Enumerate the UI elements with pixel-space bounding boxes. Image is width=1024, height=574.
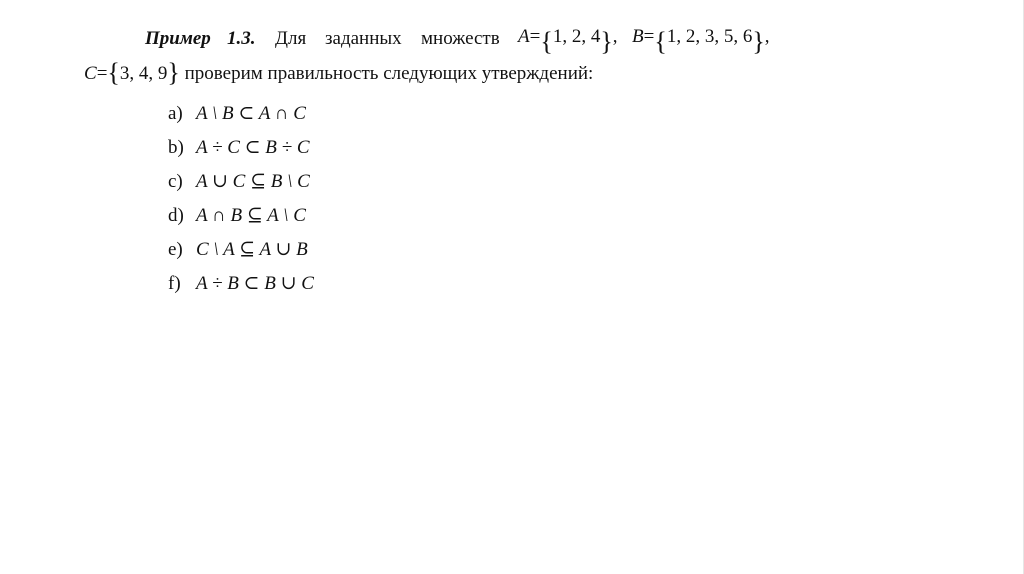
set-a-definition <box>518 21 618 56</box>
statements-list <box>168 98 314 302</box>
set-b-name: B <box>632 26 644 47</box>
statement-expression: A \ B ⊂ A ∩ C <box>196 103 306 124</box>
statement-c <box>168 166 314 200</box>
set-a-comma: , <box>612 26 618 47</box>
set-b-definition <box>632 21 770 56</box>
heading-word-3: множеств <box>421 28 500 49</box>
statement-label: b) <box>168 137 184 158</box>
set-c-eq: = <box>96 63 108 84</box>
statement-label: a) <box>168 103 183 124</box>
example-number: 1.3. <box>227 28 256 49</box>
task-text: проверим правильность следующих утверждений: <box>184 63 594 84</box>
set-b-brace-close: } <box>752 27 765 56</box>
set-c-brace-open: { <box>107 58 120 87</box>
statement-expression: C \ A ⊆ A ∪ B <box>196 239 308 260</box>
heading-word-1: Для <box>275 28 307 49</box>
set-a-brace-open: { <box>540 27 553 56</box>
set-b-elements: 1, 2, 3, 5, 6 <box>666 26 753 47</box>
set-b-brace-open: { <box>654 27 667 56</box>
set-c-name: C <box>84 63 97 84</box>
statement-b <box>168 132 314 166</box>
set-a-elements: 1, 2, 4 <box>552 26 601 47</box>
statement-label: e) <box>168 239 183 260</box>
set-c-elements: 3, 4, 9 <box>119 63 168 84</box>
set-b-eq: = <box>643 26 655 47</box>
statement-expression: A ÷ C ⊂ B ÷ C <box>196 137 310 158</box>
statement-expression: A ∩ B ⊆ A \ C <box>196 205 306 226</box>
statement-d <box>168 200 314 234</box>
heading-word-2: заданных <box>325 28 402 49</box>
heading-line-1 <box>145 20 770 56</box>
statement-e <box>168 234 314 268</box>
heading-line-2 <box>84 58 593 92</box>
example-label: Пример <box>145 28 211 49</box>
set-a-brace-close: } <box>600 27 613 56</box>
set-a-name: A <box>518 26 530 47</box>
statement-label: f) <box>168 273 181 294</box>
set-a-eq: = <box>529 26 541 47</box>
statement-label: d) <box>168 205 184 226</box>
statement-a <box>168 98 314 132</box>
statement-label: c) <box>168 171 183 192</box>
set-c-brace-close: } <box>167 58 180 87</box>
statement-expression: A ÷ B ⊂ B ∪ C <box>196 273 314 294</box>
statement-expression: A ∪ C ⊆ B \ C <box>196 171 310 192</box>
set-b-comma: , <box>764 26 770 47</box>
statement-f <box>168 268 314 302</box>
